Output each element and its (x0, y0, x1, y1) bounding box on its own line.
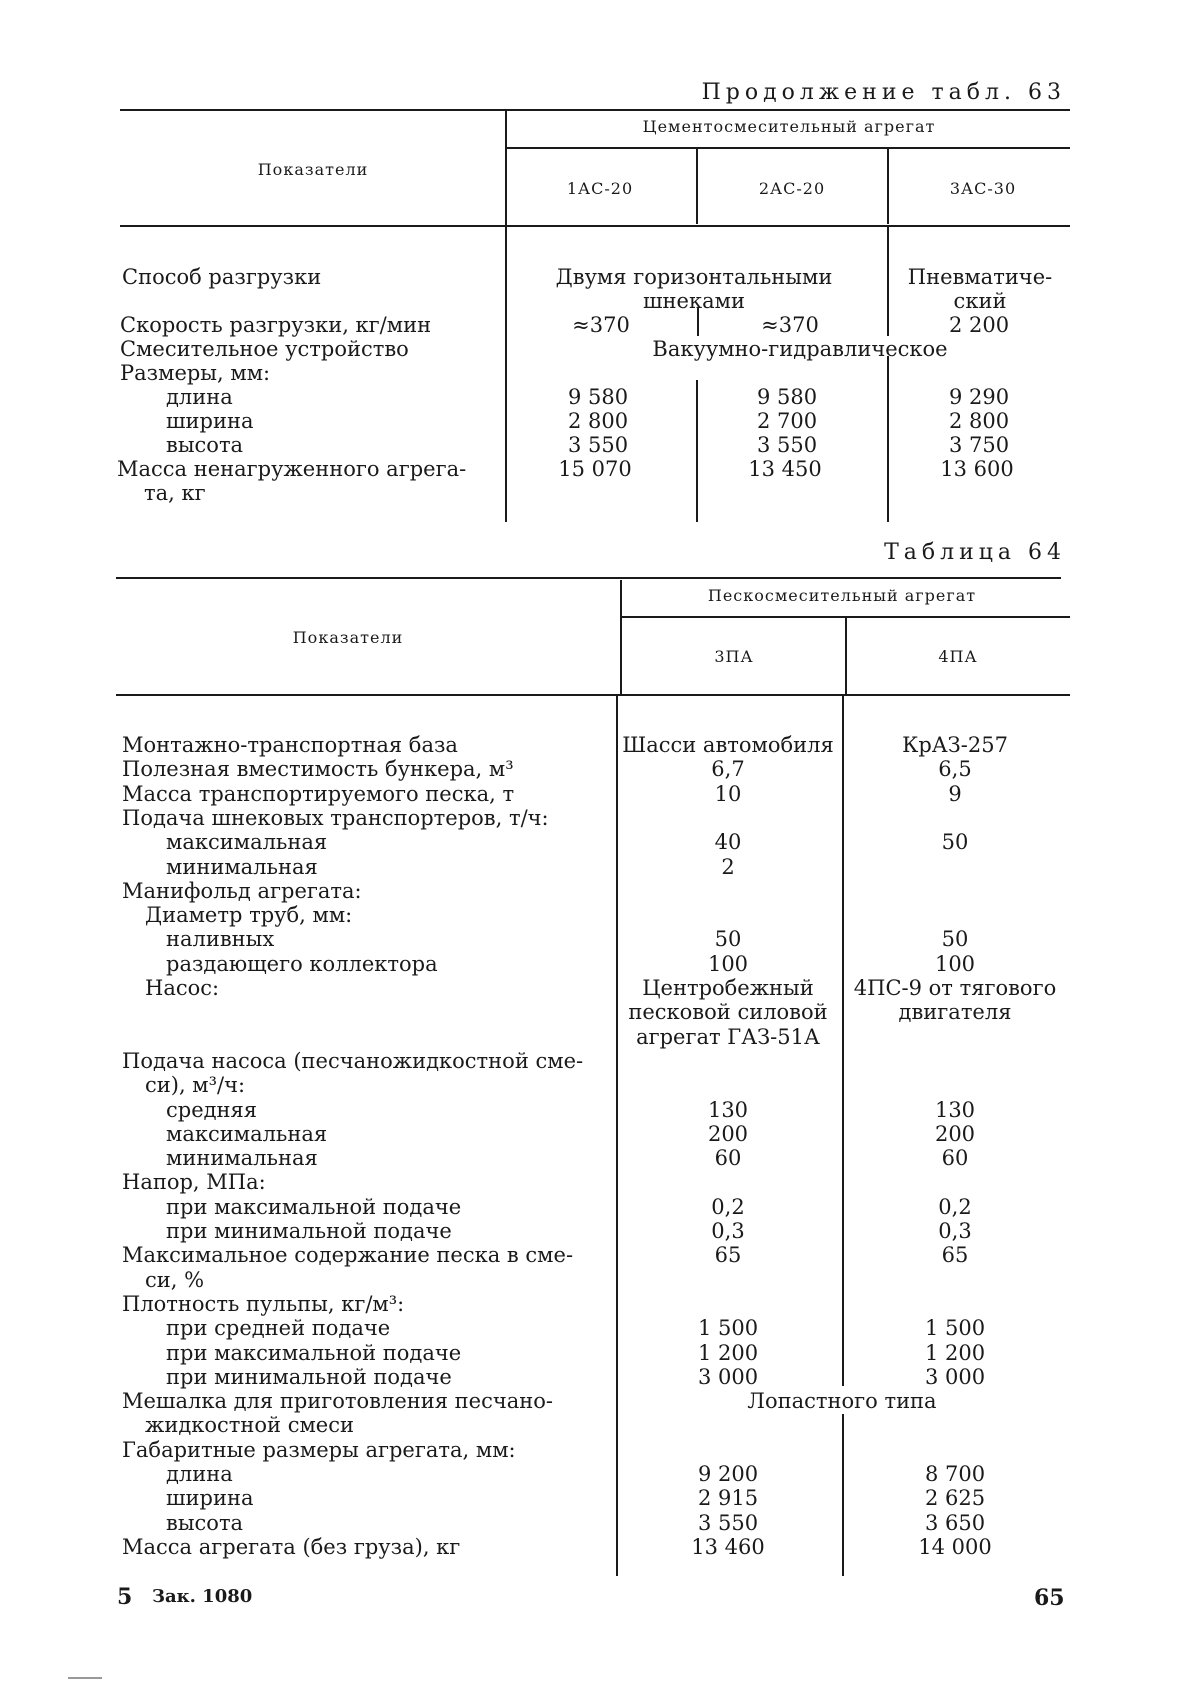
t63-value-mass-2: 13 450 (748, 457, 822, 481)
t63-value-width-2: 2 700 (756, 409, 818, 433)
t63-group-rule (506, 147, 1070, 149)
t63-divider-body-1-bottom (696, 380, 698, 522)
t63-value-width-1: 2 800 (567, 409, 629, 433)
t63-value-height-2: 3 550 (756, 433, 818, 457)
t64-row-label: Плотность пульпы, кг/м³: (122, 1292, 405, 1316)
t63-col-1AC20: 1АС-20 (566, 179, 634, 198)
t64-header-group: Пескосмесительный агрегат (707, 586, 977, 605)
t64-row-label: максимальная (166, 830, 328, 854)
t64-row-label: Масса агрегата (без груза), кг (122, 1535, 461, 1559)
t64-row-label: минимальная (166, 1146, 318, 1170)
t64-row-value-3PA: песковой силовой (628, 1000, 828, 1024)
t63-divider-body-2-bottom (887, 356, 889, 522)
t64-row-value-4PA: 6,5 (938, 757, 972, 781)
t64-row-value-4PA: 0,2 (938, 1195, 972, 1219)
t64-row-value-4PA: 1 500 (924, 1316, 986, 1340)
t64-row-label: минимальная (166, 855, 318, 879)
t63-value-width-3: 2 800 (948, 409, 1010, 433)
t64-row-value-3PA: агрегат ГАЗ-51А (636, 1025, 820, 1049)
bottom-margin-mark (68, 1677, 102, 1679)
t63-value-height-1: 3 550 (567, 433, 629, 457)
t64-row-value-4PA: КрАЗ-257 (902, 733, 1008, 757)
t64-divider-col-header (845, 617, 847, 694)
t64-row-value-span: Лопастного типа (747, 1389, 937, 1413)
t64-row-label: средняя (166, 1098, 258, 1122)
t63-value-unload-method-3-line2: ский (953, 289, 1007, 313)
t64-divider-col-body-bottom (842, 1414, 844, 1576)
t63-header-indicators: Показатели (257, 160, 369, 179)
t64-row-label: Подача шнековых транспортеров, т/ч: (122, 806, 549, 830)
t64-row-value-4PA: 3 650 (924, 1511, 986, 1535)
t64-row-value-3PA: 1 200 (697, 1341, 759, 1365)
t64-row-label: Манифольд агрегата: (122, 879, 362, 903)
t64-row-value-3PA: 100 (707, 952, 749, 976)
t63-header-bottom-rule (120, 225, 1070, 227)
t64-row-label: си), м³/ч: (145, 1073, 246, 1097)
t64-row-value-4PA: 100 (934, 952, 976, 976)
t63-label-height: высота (166, 433, 244, 457)
t64-row-label: Насос: (145, 976, 220, 1000)
t63-label-mass-line1: Масса ненагруженного агрега- (117, 457, 467, 481)
t63-value-unload-speed-1: ≈370 (572, 313, 630, 337)
t64-row-label: при минимальной подаче (166, 1219, 452, 1243)
t64-row-label: при минимальной подаче (166, 1365, 452, 1389)
t64-row-value-3PA: 2 (721, 855, 735, 879)
t64-row-value-4PA: 9 (948, 782, 962, 806)
t64-col-3PA: 3ПА (714, 647, 754, 666)
t64-row-label: Габаритные размеры агрегата, мм: (122, 1438, 516, 1462)
t64-row-label: Полезная вместимость бункера, м³ (122, 757, 514, 781)
t64-divider-col-body-top (842, 696, 844, 1386)
t64-row-label: высота (166, 1511, 244, 1535)
t64-row-label: си, % (145, 1268, 205, 1292)
t64-row-value-4PA: 4ПС-9 от тягового (853, 976, 1057, 1000)
t64-row-label: Максимальное содержание песка в сме- (122, 1243, 574, 1267)
t63-col-3AC30: 3АС-30 (949, 179, 1017, 198)
t64-row-value-3PA: 3 550 (697, 1511, 759, 1535)
t64-top-rule (116, 577, 1061, 579)
t63-value-mixing-device: Вакуумно-гидравлическое (652, 337, 948, 361)
t64-row-value-4PA: 130 (934, 1098, 976, 1122)
t63-label-width: ширина (166, 409, 254, 433)
page-number: 65 (1034, 1585, 1065, 1611)
t63-label-length: длина (166, 385, 233, 409)
t64-row-value-3PA: 2 915 (697, 1486, 759, 1510)
t64-row-value-4PA: 14 000 (918, 1535, 992, 1559)
t63-divider-label (505, 109, 507, 522)
t64-row-label: Подача насоса (песчаножидкостной сме- (122, 1049, 584, 1073)
t64-row-label: максимальная (166, 1122, 328, 1146)
footer-order: Зак. 1080 (152, 1586, 253, 1607)
t64-row-label: наливных (166, 927, 275, 951)
t64-row-value-3PA: 60 (714, 1146, 742, 1170)
t64-row-value-4PA: 8 700 (924, 1462, 986, 1486)
t64-row-value-3PA: Центробежный (642, 976, 814, 1000)
footer-signature: 5 (117, 1584, 133, 1610)
t63-value-unload-speed-2: ≈370 (761, 313, 819, 337)
t63-divider-body-2-top (887, 226, 889, 336)
t64-row-label: Напор, МПа: (122, 1170, 266, 1194)
t64-row-value-3PA: 13 460 (691, 1535, 765, 1559)
t64-row-value-4PA: 2 625 (924, 1486, 986, 1510)
t64-row-label: при максимальной подаче (166, 1341, 462, 1365)
t64-col-4PA: 4ПА (938, 647, 978, 666)
t63-label-unload-speed: Скорость разгрузки, кг/мин (120, 313, 432, 337)
t64-row-value-3PA: 0,2 (711, 1195, 745, 1219)
t63-label-mixing-device: Смесительное устройство (120, 337, 409, 361)
t63-value-length-2: 9 580 (756, 385, 818, 409)
t64-row-value-4PA: 0,3 (938, 1219, 972, 1243)
t64-row-value-4PA: 50 (941, 830, 969, 854)
t64-row-value-3PA: 40 (714, 830, 742, 854)
t63-value-unload-speed-3: 2 200 (948, 313, 1010, 337)
t64-row-value-4PA: 60 (941, 1146, 969, 1170)
t63-value-unload-method-3-line1: Пневматиче- (907, 265, 1053, 289)
t64-header-bottom-rule (116, 694, 1070, 696)
table-63-caption: Продолжение табл. 63 (701, 80, 1066, 105)
t64-row-label: жидкостной смеси (145, 1413, 354, 1437)
t64-row-value-3PA: 6,7 (711, 757, 745, 781)
t64-row-value-3PA: Шасси автомобиля (622, 733, 834, 757)
t64-row-value-4PA: 50 (941, 927, 969, 951)
t64-row-label: Масса транспортируемого песка, т (122, 782, 515, 806)
t64-row-value-3PA: 50 (714, 927, 742, 951)
t64-divider-label-body (616, 696, 618, 1576)
t64-row-value-3PA: 10 (714, 782, 742, 806)
t64-row-value-4PA: двигателя (898, 1000, 1012, 1024)
t64-row-value-3PA: 200 (707, 1122, 749, 1146)
t64-row-value-4PA: 65 (941, 1243, 969, 1267)
t64-divider-label-header (620, 580, 622, 694)
t63-value-length-3: 9 290 (948, 385, 1010, 409)
t63-value-height-3: 3 750 (948, 433, 1010, 457)
t64-row-value-3PA: 130 (707, 1098, 749, 1122)
t63-label-unload-method: Способ разгрузки (122, 265, 322, 289)
t64-row-label: Мешалка для приготовления песчано- (122, 1389, 554, 1413)
t63-header-group: Цементосмесительный агрегат (642, 117, 936, 136)
t63-label-mass-line2: та, кг (144, 481, 206, 505)
t63-value-unload-method-12-line2: шнеками (643, 289, 745, 313)
t63-value-mass-1: 15 070 (558, 457, 632, 481)
t64-row-value-4PA: 1 200 (924, 1341, 986, 1365)
t63-divider-header-2 (887, 148, 889, 224)
t63-label-sizes: Размеры, мм: (120, 361, 271, 385)
t63-col-2AC20: 2АС-20 (758, 179, 826, 198)
t64-row-label: при максимальной подаче (166, 1195, 462, 1219)
t64-row-label: при средней подаче (166, 1316, 391, 1340)
t64-row-value-3PA: 0,3 (711, 1219, 745, 1243)
t64-row-value-3PA: 9 200 (697, 1462, 759, 1486)
t64-row-value-4PA: 3 000 (924, 1365, 986, 1389)
table-64-caption: Таблица 64 (884, 540, 1066, 565)
t64-row-value-3PA: 3 000 (697, 1365, 759, 1389)
t64-row-value-3PA: 65 (714, 1243, 742, 1267)
t63-divider-header-1 (696, 148, 698, 224)
t63-value-mass-3: 13 600 (940, 457, 1014, 481)
t63-value-unload-method-12-line1: Двумя горизонтальными (555, 265, 833, 289)
t63-value-length-1: 9 580 (567, 385, 629, 409)
t64-row-label: раздающего коллектора (166, 952, 438, 976)
t64-row-value-4PA: 200 (934, 1122, 976, 1146)
t63-top-rule (120, 109, 1070, 111)
t64-row-label: длина (166, 1462, 233, 1486)
t64-row-label: Монтажно-транспортная база (122, 733, 458, 757)
t64-header-indicators: Показатели (292, 628, 404, 647)
t64-row-value-3PA: 1 500 (697, 1316, 759, 1340)
t64-row-label: Диаметр труб, мм: (145, 903, 353, 927)
t64-row-label: ширина (166, 1486, 254, 1510)
